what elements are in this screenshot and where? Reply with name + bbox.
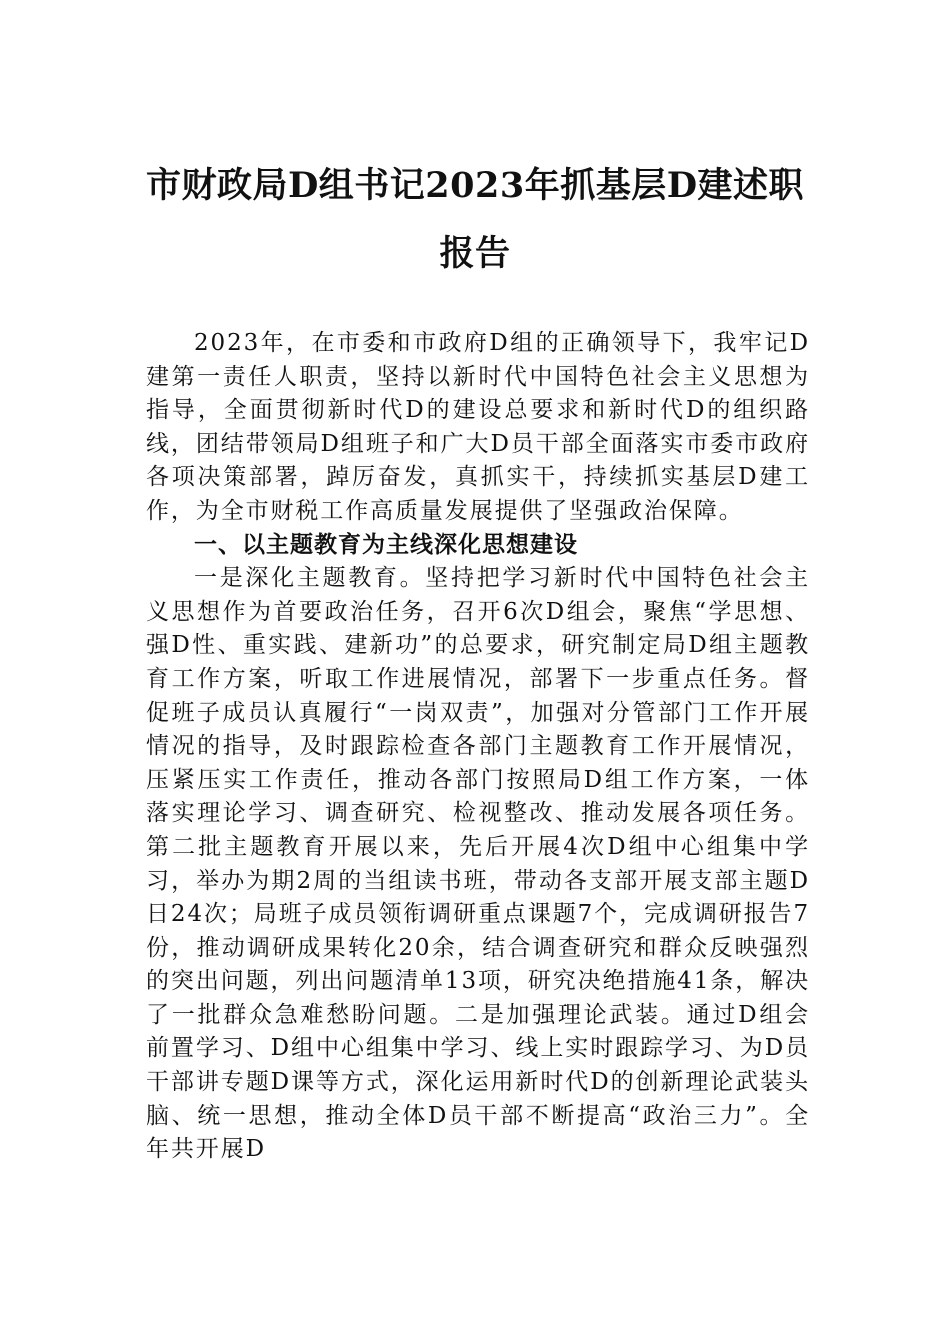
paragraph-intro: 2023年，在市委和市政府D组的正确领导下，我牢记D建第一责任人职责，坚持以新时代中国特色社会主义思想为指导，全面贯彻新时代D的建设总要求和新时代D的组织路线，团结带领局D组班子和广大D员干部全面落实市委市政府各项决策部署，踔厉奋发，真抓实干，持续抓实基层D建工作，为全市财税工作高质量发展提供了坚强政治保障。 bbox=[146, 330, 810, 524]
document-title-line-1: 市财政局D组书记2023年抓基层D建述职 bbox=[145, 165, 805, 206]
paragraph-section-1: 一是深化主题教育。坚持把学习新时代中国特色社会主义思想作为首要政治任务，召开6次D组会，聚焦“学思想、强D性、重实践、建新功”的总要求，研究制定局D组主题教育工作方案，听取工作进展情况，部署下一步重点任务。督促班子成员认真履行“一岗双责”，加强对分管部门工作开展情况的指导，及时跟踪检查各部门主题教育工作开展情况，压紧压实工作责任，推动各部门按照局D组工作方案，一体落实理论学习、调查研究、检视整改、推动发展各项任务。第二批主题教育开展以来，先后开展4次D组中心组集中学习，举办为期2周的当组读书班，带动各支部开展支部主题D日24次；局班子成员领衔调研重点课题7个，完成调研报告7份，推动调研成果转化20余，结合调查研究和群众反映强烈的突出问题，列出问题清单13项，研究决绝措施41条，解决了一批群众急难愁盼问题。二是加强理论武装。通过D组会前置学习、D组中心组集中学习、线上实时跟踪学习、为D员干部讲专题D课等方式，深化运用新时代D的创新理论武装头脑、统一思想，推动全体D员干部不断提高“政治三力”。全年共开展D bbox=[146, 565, 810, 1163]
document-title-line-2: 报告 bbox=[439, 233, 511, 274]
document-body bbox=[146, 327, 810, 1167]
section-heading-1: 一、以主题教育为主线深化思想建设 bbox=[194, 531, 578, 558]
